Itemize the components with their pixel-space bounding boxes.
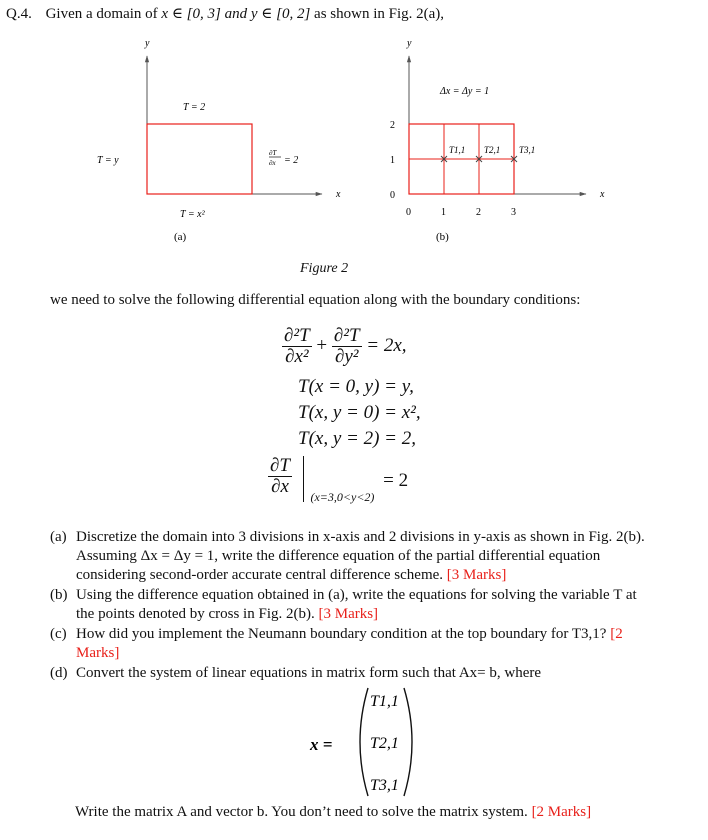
part-a-text: Discretize the domain into 3 divisions in x-axis and 2 divisions in y-axis as shown in Fig. 2(b). Assuming Δx = Δy = 1, write the difference equation of the partial differential equation considering second-order accurate central difference scheme.	[76, 529, 645, 583]
final-text: Write the matrix A and vector b. You don’t need to solve the matrix system.	[75, 804, 528, 820]
fig-a-label: (a)	[174, 231, 187, 243]
fig-a-left-bc: T = y	[97, 155, 119, 166]
pde-term-y	[332, 326, 362, 367]
fig-b-label: (b)	[436, 231, 449, 243]
and-word: and	[224, 6, 251, 22]
bc-right-rhs: = 2	[383, 470, 409, 491]
fig-b-y-label: y	[407, 38, 412, 49]
vector-left-paren	[360, 688, 368, 796]
fig-b-xtick-0: 0	[406, 207, 411, 218]
fig-b-node-label-1: T1,1	[449, 145, 466, 155]
question-number: Q.4.	[6, 6, 32, 22]
vector-entry-2: T2,1	[370, 735, 399, 752]
fig-b-x-label: x	[600, 189, 605, 200]
figure-2	[0, 0, 708, 260]
fig-b-ytick-1: 1	[390, 155, 395, 166]
bc-top: T(x, y = 2) = 2,	[298, 428, 416, 449]
domain-y: y ∈ [0, 2]	[250, 6, 311, 22]
vector-right-paren	[404, 688, 412, 796]
part-b-text: Using the difference equation obtained in (a), write the equations for solving the variable T at the points denoted by cross in Fig. 2(b).	[76, 587, 637, 622]
fig-b-ytick-2: 2	[390, 120, 395, 131]
fig-b-xtick-1: 1	[441, 207, 446, 218]
fig-a-x-label: x	[336, 189, 341, 200]
fig-b-spacing: Δx = Δy = 1	[440, 86, 490, 97]
part-d-text: Convert the system of linear equations in matrix form such that Ax= b, where	[76, 665, 542, 681]
fig-b-xtick-3: 3	[511, 207, 516, 218]
pde-term-x-den: ∂x²	[285, 346, 309, 367]
part-d-label: (d)	[50, 665, 68, 681]
vector-x	[300, 684, 420, 802]
pde-term-y-den: ∂y²	[334, 346, 359, 367]
part-a	[50, 528, 655, 585]
vector-entry-3: T3,1	[370, 777, 399, 794]
figure-caption: Figure 2	[300, 261, 349, 276]
part-a-marks: [3 Marks]	[446, 567, 507, 583]
fig-a-right-bc-den: ∂x	[269, 159, 276, 167]
part-a-label: (a)	[50, 529, 67, 545]
part-c-label: (c)	[50, 626, 67, 642]
fig-b-node-label-3: T3,1	[519, 145, 536, 155]
question-text-prefix: Given a domain of	[45, 6, 162, 22]
fig-b-node-label-2: T2,1	[484, 145, 501, 155]
question-text-suffix: as shown in Fig. 2(a),	[314, 6, 445, 22]
fig-b-ytick-0: 0	[390, 190, 395, 201]
final-instruction	[75, 804, 591, 821]
bc-right-frac	[268, 456, 292, 497]
fig-b-xtick-2: 2	[476, 207, 481, 218]
intro-text: we need to solve the following differential equation along with the boundary conditions:	[50, 292, 581, 308]
pde-equation	[282, 326, 407, 367]
bc-right-den: ∂x	[271, 476, 289, 497]
pde-plus: +	[316, 334, 328, 356]
eval-bar	[303, 456, 305, 502]
domain-x: x ∈ [0, 3]	[161, 6, 221, 22]
pde-term-x	[282, 326, 312, 367]
part-b	[50, 586, 655, 624]
pde-rhs: = 2x,	[366, 334, 407, 356]
vector-lhs: x =	[310, 735, 333, 754]
fig-a-bottom-bc: T = x²	[180, 209, 205, 220]
figure-a	[97, 38, 341, 243]
vector-entry-1: T1,1	[370, 693, 399, 710]
figure-b	[390, 38, 605, 243]
bc-right-subscript: (x=3,0<y<2)	[310, 490, 375, 504]
part-c-text: How did you implement the Neumann boundary condition at the top boundary for T3,1?	[76, 626, 607, 642]
bc-bottom: T(x, y = 0) = x²,	[298, 402, 421, 423]
pde-term-x-num: ∂²T	[284, 325, 310, 346]
pde-term-y-num: ∂²T	[333, 325, 360, 346]
bc-right-num: ∂T	[270, 455, 290, 476]
fig-a-top-bc: T = 2	[183, 102, 206, 113]
fig-a-y-label: y	[145, 38, 150, 49]
fig-a-right-bc-rhs: = 2	[284, 155, 299, 166]
bc-right-neumann	[268, 456, 408, 505]
question-parts	[50, 528, 655, 683]
part-b-label: (b)	[50, 587, 68, 603]
fig-a-domain-rect	[147, 124, 252, 194]
part-c	[50, 625, 655, 663]
part-d	[50, 664, 655, 683]
part-b-marks: [3 Marks]	[318, 606, 379, 622]
fig-a-right-bc-num: ∂T	[269, 149, 277, 157]
final-marks: [2 Marks]	[531, 804, 592, 820]
part-c-marks: [2 Marks]	[76, 626, 623, 661]
bc-left: T(x = 0, y) = y,	[298, 376, 414, 397]
